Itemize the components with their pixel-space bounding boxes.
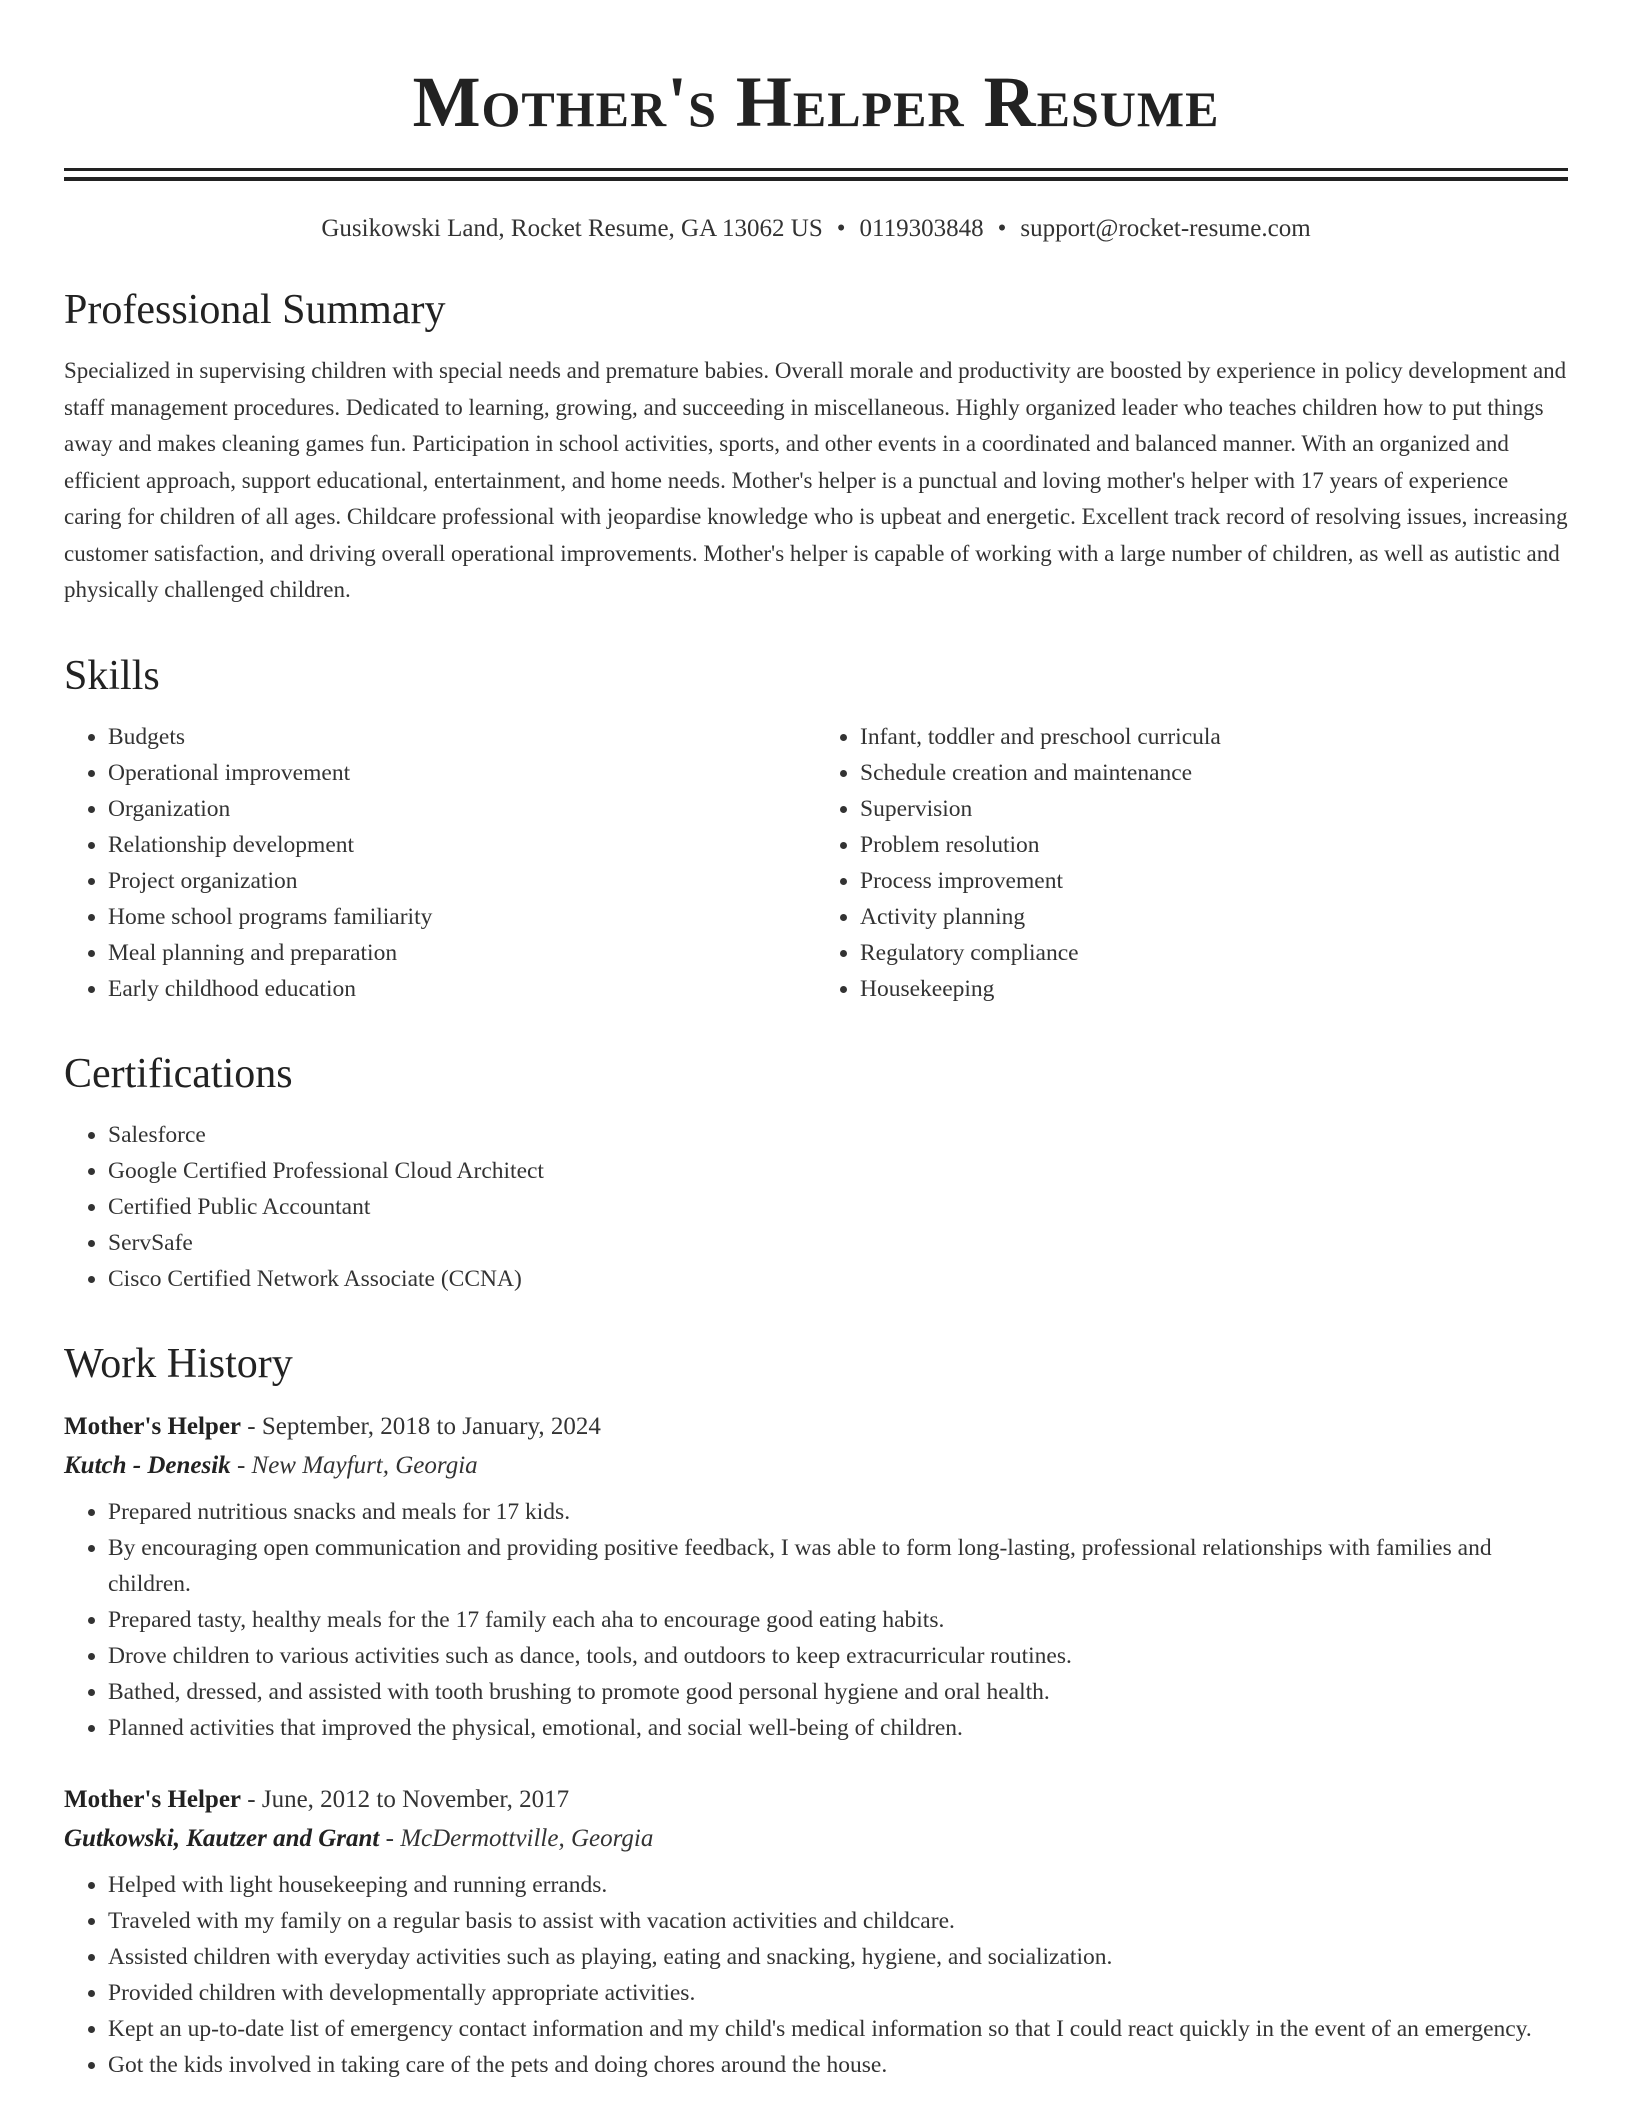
job-company: Kutch - Denesik: [64, 1451, 231, 1479]
job-bullet: • By encouraging open communication and providing positive feedback, I was able to form long-lasting, professional relationships with families and children.: [108, 1530, 1568, 1602]
job-dates: - June, 2012 to November, 2017: [241, 1785, 570, 1813]
skill-item: • Housekeeping: [860, 971, 1568, 1007]
skill-item: • Relationship development: [108, 827, 816, 863]
certification-item: • ServSafe: [108, 1225, 1568, 1261]
job-bullet: • Assisted children with everyday activities such as playing, eating and snacking, hygiene, and socialization.: [108, 1939, 1568, 1975]
summary-text: Specialized in supervising children with special needs and premature babies. Overall morale and productivity are boosted by experience in policy development and staff management procedures. Dedicated to learning, growing, and succeeding in miscellaneous. Highly organized leader who teaches children how to put things away and makes cleaning games fun. Participation in school activities, sports, and other events in a coordinated and balanced manner. With an organized and efficient approach, support educational, entertainment, and home needs. Mother's helper is a punctual and loving mother's helper with 17 years of experience caring for children of all ages. Childcare professional with jeopardise knowledge who is upbeat and energetic. Excellent track record of resolving issues, increasing customer satisfaction, and driving overall operational improvements. Mother's helper is capable of working with a large number of children, as well as autistic and physically challenged children.: [64, 358, 1568, 602]
job-bullet: • Planned activities that improved the physical, emotional, and social well-being of children.: [108, 1710, 1568, 1746]
job-bullet: • Helped with light housekeeping and running errands.: [108, 1867, 1568, 1903]
job-title: Mother's Helper: [64, 1412, 242, 1440]
skill-item: • Process improvement: [860, 863, 1568, 899]
certification-item: • Salesforce: [108, 1117, 1568, 1153]
summary-heading: Professional Summary: [64, 287, 446, 333]
skill-item: • Schedule creation and maintenance: [860, 755, 1568, 791]
skill-item: • Organization: [108, 791, 816, 827]
certification-item: • Google Certified Professional Cloud Architect: [108, 1153, 1568, 1189]
skill-item: • Operational improvement: [108, 755, 816, 791]
certifications-list: [64, 1117, 1568, 1297]
certification-item: • Cisco Certified Network Associate (CCNA): [108, 1261, 1568, 1297]
work-history-heading: Work History: [64, 1340, 293, 1387]
job-title: Mother's Helper: [64, 1785, 242, 1813]
job-bullet: • Provided children with developmentally appropriate activities.: [108, 1975, 1568, 2011]
skill-item: • Budgets: [108, 719, 816, 755]
job-entry: [64, 1782, 1568, 2083]
job-bullet: • Prepared nutritious snacks and meals for 17 kids.: [108, 1494, 1568, 1530]
skills-list-right: [816, 719, 1568, 1007]
title-rule-bottom: [64, 177, 1568, 181]
skill-item: • Infant, toddler and preschool curricula: [860, 719, 1568, 755]
certification-item: • Certified Public Accountant: [108, 1189, 1568, 1225]
job-location: - McDermottville, Georgia: [379, 1824, 654, 1852]
contact-phone: 0119303848: [859, 215, 984, 242]
contact-address: Gusikowski Land, Rocket Resume, GA 13062 US: [321, 215, 823, 242]
job-dates: - September, 2018 to January, 2024: [241, 1412, 601, 1440]
skill-item: • Project organization: [108, 863, 816, 899]
job-bullet: • Bathed, dressed, and assisted with tooth brushing to promote good personal hygiene and oral health.: [108, 1674, 1568, 1710]
job-bullet: • Traveled with my family on a regular basis to assist with vacation activities and childcare.: [108, 1903, 1568, 1939]
contact-separator: •: [836, 215, 846, 242]
skill-item: • Meal planning and preparation: [108, 935, 816, 971]
job-location: - New Mayfurt, Georgia: [230, 1451, 478, 1479]
job-company-line: [64, 1448, 1568, 1484]
job-bullet: • Got the kids involved in taking care of the pets and doing chores around the house.: [108, 2047, 1568, 2083]
skills-list-left: [64, 719, 816, 1007]
skills-heading: Skills: [64, 652, 160, 699]
certifications-heading: Certifications: [64, 1050, 293, 1097]
job-bullet: • Prepared tasty, healthy meals for the 17 family each aha to encourage good eating habits.: [108, 1602, 1568, 1638]
skill-item: • Activity planning: [860, 899, 1568, 935]
job-bullets: [64, 1494, 1568, 1746]
skill-item: • Early childhood education: [108, 971, 816, 1007]
job-company: Gutkowski, Kautzer and Grant: [64, 1824, 380, 1852]
skill-item: • Home school programs familiarity: [108, 899, 816, 935]
contact-line: [64, 215, 1568, 243]
job-company-line: [64, 1821, 1568, 1857]
skill-item: • Problem resolution: [860, 827, 1568, 863]
job-title-line: [64, 1409, 1568, 1445]
skill-item: • Regulatory compliance: [860, 935, 1568, 971]
resume-title: Mother's Helper Resume: [412, 62, 1220, 142]
contact-email: support@rocket-resume.com: [1020, 215, 1311, 242]
job-bullet: • Drove children to various activities such as dance, tools, and outdoors to keep extracurricular routines.: [108, 1638, 1568, 1674]
job-entry: [64, 1409, 1568, 1746]
title-rule-top: [64, 168, 1568, 171]
contact-separator: •: [997, 215, 1007, 242]
job-bullet: • Kept an up-to-date list of emergency contact information and my child's medical information so that I could react quickly in the event of an emergency.: [108, 2011, 1568, 2047]
skills-columns: [64, 719, 1568, 1007]
skill-item: • Supervision: [860, 791, 1568, 827]
job-title-line: [64, 1782, 1568, 1818]
job-bullets: [64, 1867, 1568, 2083]
